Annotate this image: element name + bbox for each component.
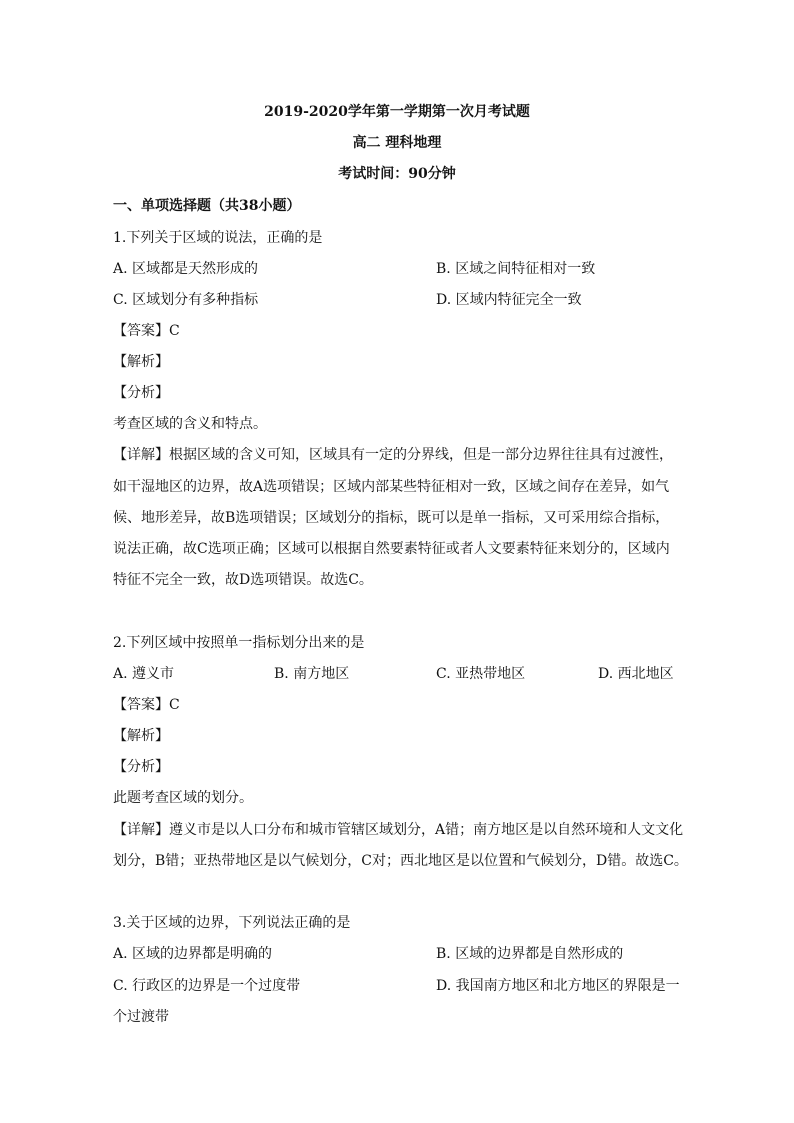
q3-option-a: A. 区域的边界都是明确的 [113, 946, 273, 962]
q2-fenxi-text: 此题考查区域的划分。 [113, 790, 253, 806]
q2-answer: 【答案】C [113, 697, 180, 713]
q1-detail-line: 特征不完全一致，故D选项错误。故选C。 [113, 572, 373, 588]
q1-option-a: A. 区域都是天然形成的 [113, 261, 259, 277]
q1-detail-line: 如干湿地区的边界，故A选项错误；区域内部某些特征相对一致，区域之间存在差异，如气 [113, 479, 670, 495]
q2-option-c: C. 亚热带地区 [436, 666, 526, 682]
exam-title: 2019-2020学年第一学期第一次月考试题 [264, 104, 530, 120]
q1-detail-line: 说法正确，故C选项正确；区域可以根据自然要素特征或者人文要素特征来划分的，区域内 [113, 541, 670, 557]
q3-option-d-continued: 个过渡带 [113, 1009, 169, 1025]
q1-stem: 1.下列关于区域的说法，正确的是 [113, 230, 323, 246]
q2-detail-line: 划分，B错；亚热带地区是以气候划分，C对；西北地区是以位置和气候划分，D错。故选C。 [113, 853, 688, 869]
q1-option-b: B. 区域之间特征相对一致 [436, 261, 596, 277]
q2-analysis-label: 【解析】 [113, 728, 169, 744]
q3-option-c: C. 行政区的边界是一个过度带 [113, 978, 301, 994]
q3-stem: 3.关于区域的边界，下列说法正确的是 [113, 915, 351, 931]
q1-detail-line: 【详解】根据区域的含义可知，区域具有一定的分界线，但是一部分边界往往具有过渡性， [113, 447, 673, 463]
q1-answer: 【答案】C [113, 323, 180, 339]
q1-fenxi-text: 考查区域的含义和特点。 [113, 416, 267, 432]
q2-detail-line: 【详解】遵义市是以人口分布和城市管辖区域划分，A错；南方地区是以自然环境和人文文化 [113, 822, 684, 838]
q2-option-a: A. 遵义市 [113, 666, 175, 682]
q2-option-d: D. 西北地区 [598, 666, 674, 682]
section-title: 一、单项选择题（共38小题） [113, 198, 301, 214]
q3-option-b: B. 区域的边界都是自然形成的 [436, 946, 624, 962]
q2-fenxi-label: 【分析】 [113, 759, 169, 775]
q1-analysis-label: 【解析】 [113, 354, 169, 370]
q2-stem: 2.下列区域中按照单一指标划分出来的是 [113, 635, 365, 651]
q1-option-c: C. 区域划分有多种指标 [113, 292, 259, 308]
exam-time: 考试时间：90分钟 [338, 166, 456, 182]
q1-fenxi-label: 【分析】 [113, 385, 169, 401]
q1-detail-line: 候、地形差异，故B选项错误；区域划分的指标，既可以是单一指标，又可采用综合指标， [113, 510, 670, 526]
q1-option-d: D. 区域内特征完全一致 [436, 292, 582, 308]
exam-subtitle: 高二 理科地理 [352, 135, 442, 151]
q3-option-d: D. 我国南方地区和北方地区的界限是一 [436, 978, 680, 994]
q2-option-b: B. 南方地区 [274, 666, 350, 682]
